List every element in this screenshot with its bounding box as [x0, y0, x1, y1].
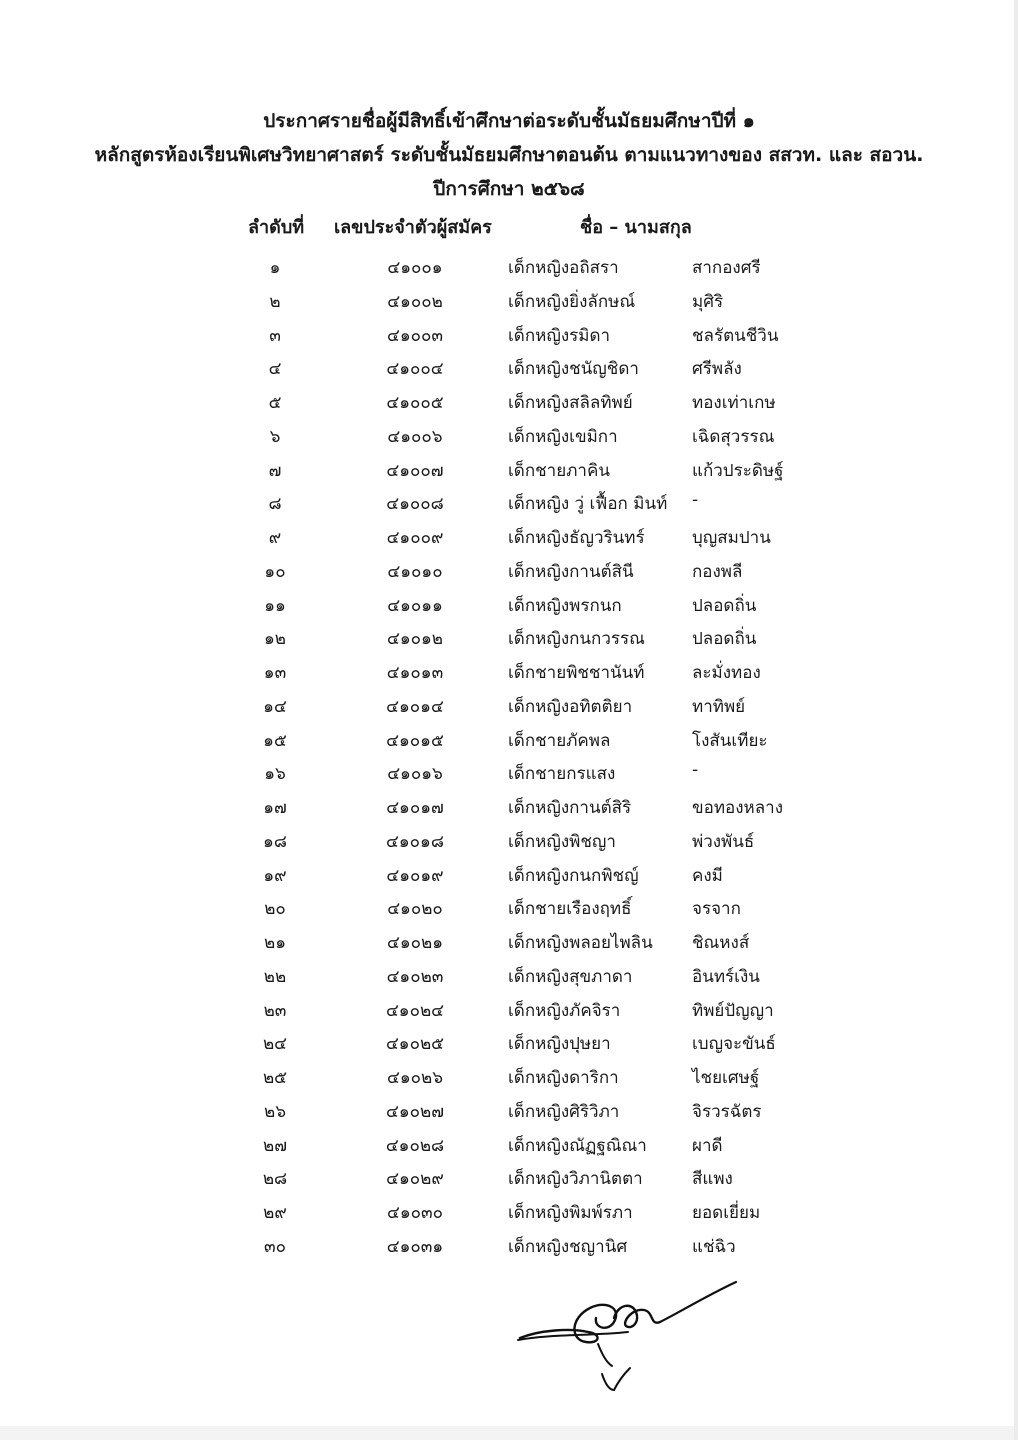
row-number: ๒๗ [263, 1135, 287, 1156]
table-row [0, 349, 1018, 383]
applicant-number: ๔๑๐๒๖ [386, 1068, 444, 1088]
applicant-first-name: เด็กหญิงกานต์สินี [508, 561, 634, 582]
table-row [0, 417, 1018, 451]
applicant-first-name: เด็กหญิงยิ่งลักษณ์ [508, 291, 636, 312]
applicant-number: ๔๑๐๐๘ [386, 494, 444, 515]
scan-bottom-edge [0, 1426, 1018, 1440]
row-number: ๑๕ [263, 730, 287, 751]
applicant-first-name: เด็กชายภาคิน [508, 460, 610, 481]
applicant-number: ๔๑๐๐๙ [386, 528, 444, 548]
applicant-last-name: ละมั่งทอง [692, 663, 761, 683]
applicant-list [0, 248, 1018, 1261]
applicant-last-name: ไชยเศษฐ์ [692, 1068, 760, 1088]
table-row [0, 754, 1018, 788]
table-row [0, 586, 1018, 620]
row-number: ๒๓ [263, 1000, 287, 1021]
table-row [0, 1024, 1018, 1058]
document-header [0, 104, 1018, 206]
table-row [0, 316, 1018, 350]
table-row [0, 889, 1018, 923]
applicant-number: ๔๑๐๒๔ [385, 1000, 445, 1021]
row-number: ๒๑ [264, 933, 286, 953]
table-row [0, 1126, 1018, 1160]
applicant-number: ๔๑๐๓๑ [386, 1236, 444, 1257]
applicant-first-name: เด็กชายภัคพล [508, 730, 611, 751]
applicant-number: ๔๑๐๒๐ [387, 899, 443, 920]
table-row [0, 1193, 1018, 1227]
applicant-first-name: เด็กหญิง วู่ เฟื้อก มินท์ [508, 494, 668, 515]
table-row [0, 721, 1018, 755]
row-number: ๑๑ [264, 595, 286, 616]
table-row [0, 518, 1018, 552]
table-row [0, 484, 1018, 518]
column-header-name: ชื่อ – นามสกุล [580, 217, 692, 238]
applicant-last-name: จรจาก [692, 899, 741, 920]
applicant-number: ๔๑๐๑๖ [387, 764, 443, 785]
row-number: ๙ [268, 528, 282, 548]
row-number: ๖ [269, 426, 281, 447]
applicant-first-name: เด็กหญิงดาริกา [508, 1068, 619, 1088]
table-row [0, 451, 1018, 485]
applicant-last-name: ทิพย์ปัญญา [692, 1000, 774, 1021]
applicant-last-name: ชิณหงส์ [692, 933, 750, 953]
row-number: ๑๒ [264, 629, 286, 650]
scan-right-edge [1014, 0, 1018, 1440]
applicant-number: ๔๑๐๐๔ [386, 359, 444, 380]
applicant-last-name: กองพลี [692, 561, 743, 582]
applicant-number: ๔๑๐๐๓ [386, 325, 444, 346]
table-row [0, 653, 1018, 687]
applicant-last-name: เฉิดสุวรรณ [692, 426, 775, 447]
applicant-last-name: ทองเท่าเกษ [692, 393, 776, 413]
row-number: ๓ [269, 325, 281, 346]
applicant-number: ๔๑๐๑๗ [386, 798, 444, 818]
header-title-line1: ประกาศรายชื่อผู้มีสิทธิ์เข้าศึกษาต่อระดับชั้นมัธยมศึกษาปีที่ ๑ [263, 110, 755, 132]
applicant-last-name: สากองศรี [692, 258, 761, 278]
row-number: ๑๖ [264, 764, 286, 785]
applicant-number: ๔๑๐๑๑ [387, 595, 443, 616]
row-number: ๑๙ [263, 865, 287, 886]
applicant-first-name: เด็กชายกรแสง [508, 764, 616, 785]
applicant-number: ๔๑๐๑๓ [386, 663, 444, 683]
applicant-last-name: สีแพง [692, 1169, 733, 1190]
applicant-first-name: เด็กหญิงวิภานิตตา [508, 1169, 643, 1190]
row-number: ๒๖ [264, 1101, 286, 1122]
applicant-first-name: เด็กหญิงพิมพ์รภา [508, 1203, 633, 1223]
column-header-order: ลำดับที่ [248, 217, 305, 238]
row-number: ๑๗ [263, 798, 287, 818]
applicant-last-name: จิรวรฉัตร [692, 1101, 762, 1122]
applicant-number: ๔๑๐๒๗ [385, 1101, 445, 1122]
row-number: ๑๘ [263, 831, 287, 852]
row-number: ๗ [268, 460, 282, 481]
applicant-last-name: ศรีพลัง [692, 359, 742, 380]
applicant-last-name: ผาดี [692, 1135, 723, 1156]
applicant-number: ๔๑๐๒๙ [386, 1169, 444, 1190]
applicant-last-name: เบญจะขันธ์ [692, 1034, 776, 1055]
applicant-number: ๔๑๐๒๓ [386, 966, 444, 987]
row-number: ๒๔ [262, 1034, 288, 1055]
applicant-number: ๔๑๐๒๘ [385, 1135, 445, 1156]
table-row [0, 991, 1018, 1025]
applicant-number: ๔๑๐๒๑ [386, 933, 444, 953]
row-number: ๓๐ [264, 1236, 286, 1257]
row-number: ๘ [268, 494, 282, 515]
applicant-first-name: เด็กหญิงปุษยา [508, 1034, 611, 1055]
applicant-first-name: เด็กหญิงกนกพิชญ์ [508, 865, 639, 886]
row-number: ๑ [269, 258, 281, 278]
header-title-line3: ปีการศึกษา ๒๕๖๘ [433, 178, 585, 200]
applicant-last-name: - [692, 760, 699, 781]
table-row [0, 619, 1018, 653]
applicant-first-name: เด็กหญิงพิชญา [508, 831, 616, 852]
row-number: ๕ [268, 393, 282, 413]
applicant-first-name: เด็กหญิงเขมิกา [508, 426, 618, 447]
row-number: ๒๘ [262, 1169, 288, 1190]
applicant-last-name: แช่ฉิว [692, 1236, 736, 1257]
applicant-last-name: ยอดเยี่ยม [692, 1203, 761, 1223]
applicant-first-name: เด็กหญิงสุขภาดา [508, 966, 633, 987]
applicant-first-name: เด็กหญิงชนัญชิดา [508, 359, 639, 380]
applicant-number: ๔๑๐๑๙ [386, 865, 444, 886]
applicant-first-name: เด็กหญิงพรกนก [508, 595, 622, 616]
applicant-number: ๔๑๐๑๐ [387, 561, 443, 582]
applicant-last-name: แก้วประดิษฐ์ [692, 460, 784, 481]
applicant-first-name: เด็กหญิงสลิลทิพย์ [508, 393, 633, 413]
applicant-last-name: ทาทิพย์ [692, 696, 746, 717]
applicant-last-name: โงสันเทียะ [692, 730, 768, 751]
applicant-first-name: เด็กหญิงณัฏฐณิณา [508, 1135, 647, 1156]
applicant-first-name: เด็กหญิงพลอยไพลิน [508, 933, 653, 953]
applicant-number: ๔๑๐๐๕ [386, 393, 444, 413]
applicant-last-name: ขอทองหลาง [692, 798, 784, 818]
table-row [0, 822, 1018, 856]
applicant-first-name: เด็กหญิงรมิดา [508, 325, 611, 346]
applicant-last-name: คงมี [692, 865, 723, 886]
row-number: ๔ [268, 359, 282, 380]
row-number: ๑๓ [263, 663, 287, 683]
applicant-first-name: เด็กหญิงอทิตติยา [508, 696, 633, 717]
applicant-number: ๔๑๐๐๑ [387, 258, 443, 278]
applicant-number: ๔๑๐๑๕ [386, 730, 444, 751]
table-row [0, 1227, 1018, 1261]
row-number: ๑๔ [263, 696, 287, 717]
applicant-number: ๔๑๐๑๔ [386, 696, 444, 717]
header-title-line2: หลักสูตรห้องเรียนพิเศษวิทยาศาสตร์ ระดับชั้นมัธยมศึกษาตอนต้น ตามแนวทางของ สสวท. และ สอวน. [94, 144, 924, 166]
table-row [0, 1159, 1018, 1193]
applicant-last-name: ปลอดถิ่น [692, 595, 757, 616]
applicant-first-name: เด็กหญิงชญานิศ [508, 1236, 628, 1257]
row-number: ๒๕ [262, 1068, 288, 1088]
applicant-first-name: เด็กชายพิชชานันท์ [508, 663, 645, 683]
applicant-first-name: เด็กชายเรืองฤทธิ์ [508, 899, 632, 920]
table-row [0, 552, 1018, 586]
applicant-first-name: เด็กหญิงกนกวรรณ [508, 629, 645, 650]
applicant-last-name: อินทร์เงิน [692, 966, 760, 987]
table-row [0, 687, 1018, 721]
applicant-number: ๔๑๐๑๒ [386, 629, 444, 650]
table-row [0, 282, 1018, 316]
table-row [0, 923, 1018, 957]
applicant-number: ๔๑๐๐๖ [387, 426, 443, 447]
row-number: ๑๐ [264, 561, 286, 582]
row-number: ๒ [269, 291, 281, 312]
applicant-last-name: พ่วงพันธ์ [692, 831, 755, 852]
applicant-first-name: เด็กหญิงศิริวิภา [508, 1101, 620, 1122]
applicant-first-name: เด็กหญิงอถิสรา [508, 258, 619, 278]
applicant-number: ๔๑๐๐๒ [387, 291, 443, 312]
table-row [0, 856, 1018, 890]
table-row [0, 957, 1018, 991]
applicant-last-name: มุศิริ [692, 291, 724, 312]
applicant-last-name: ปลอดถิ่น [692, 629, 757, 650]
row-number: ๒๙ [263, 1203, 287, 1223]
table-row [0, 1058, 1018, 1092]
applicant-number: ๔๑๐๐๗ [386, 460, 444, 481]
applicant-first-name: เด็กหญิงภัคจิรา [508, 1000, 621, 1021]
applicant-last-name: - [692, 490, 699, 511]
signature [510, 1278, 750, 1408]
applicant-number: ๔๑๐๑๘ [386, 831, 444, 852]
applicant-last-name: บุญสมปาน [692, 528, 771, 548]
table-row [0, 1092, 1018, 1126]
row-number: ๒๐ [264, 899, 286, 920]
column-header-applicant-no: เลขประจำตัวผู้สมัคร [334, 217, 492, 238]
applicant-number: ๔๑๐๒๕ [385, 1034, 445, 1055]
applicant-first-name: เด็กหญิงกานต์สิริ [508, 798, 632, 818]
table-row [0, 248, 1018, 282]
table-row [0, 788, 1018, 822]
applicant-last-name: ชลรัตนชีวิน [692, 325, 779, 346]
table-row [0, 383, 1018, 417]
applicant-number: ๔๑๐๓๐ [386, 1203, 444, 1223]
row-number: ๒๒ [263, 966, 287, 987]
applicant-first-name: เด็กหญิงธัญวรินทร์ [508, 528, 645, 548]
